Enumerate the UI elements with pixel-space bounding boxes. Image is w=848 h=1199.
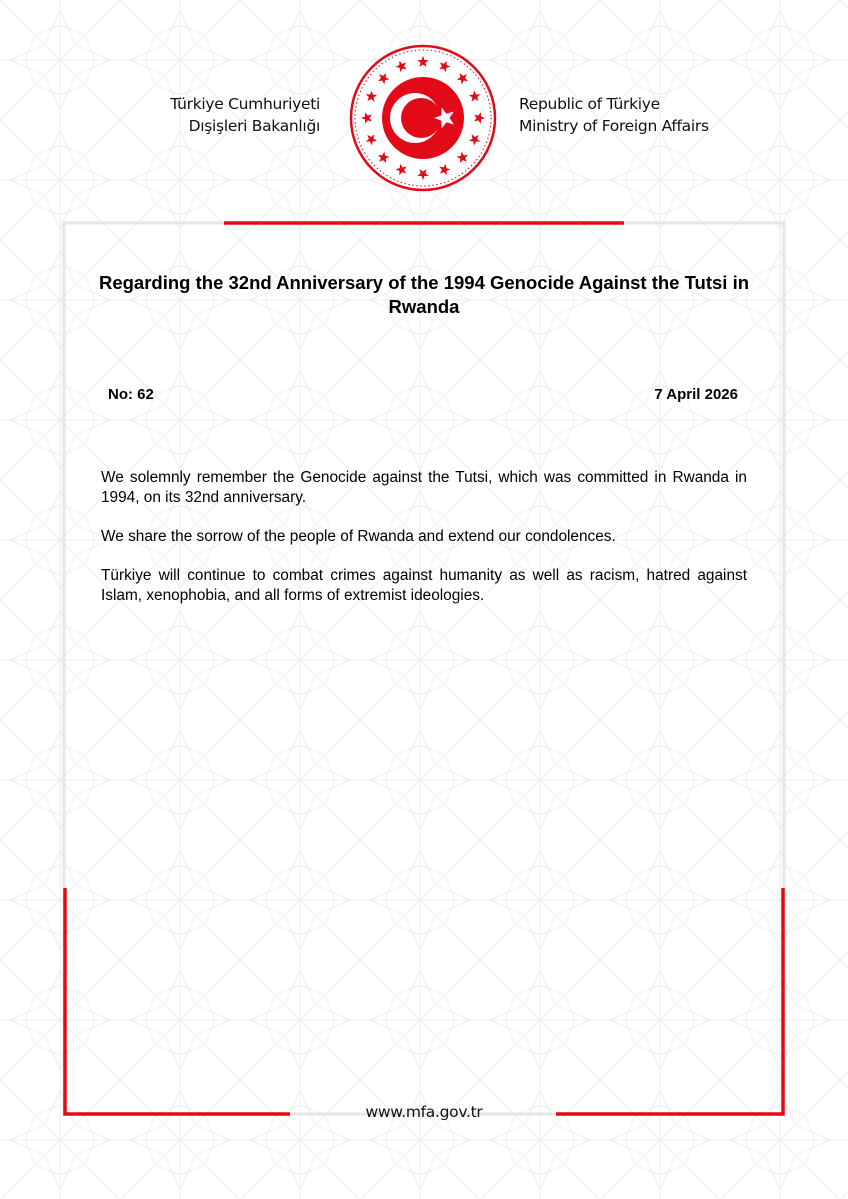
footer-url[interactable]: www.mfa.gov.tr xyxy=(365,1103,483,1121)
body-paragraph: We solemnly remember the Genocide against the Tutsi, which was committed in Rwanda in 1994, on its 32nd anniversary. xyxy=(101,469,747,506)
body-paragraph: Türkiye will continue to combat crimes against humanity as well as racism, hatred against Islam, xenophobia, and all forms of extremist ideologies. xyxy=(101,567,747,604)
header-left-line2: Dışişleri Bakanlığı xyxy=(188,117,320,135)
document-number: No: 62 xyxy=(108,386,154,403)
document-date: 7 April 2026 xyxy=(654,386,738,403)
body-paragraph: We share the sorrow of the people of Rwanda and extend our condolences. xyxy=(101,528,616,545)
header-right-line1: Republic of Türkiye xyxy=(519,95,660,113)
document-title: Regarding the 32nd Anniversary of the 1994 Genocide Against the Tutsi in Rwanda xyxy=(98,272,750,317)
header-right-line2: Ministry of Foreign Affairs xyxy=(519,117,709,135)
document-body xyxy=(101,468,747,625)
header-left-line1: Türkiye Cumhuriyeti xyxy=(170,95,320,113)
